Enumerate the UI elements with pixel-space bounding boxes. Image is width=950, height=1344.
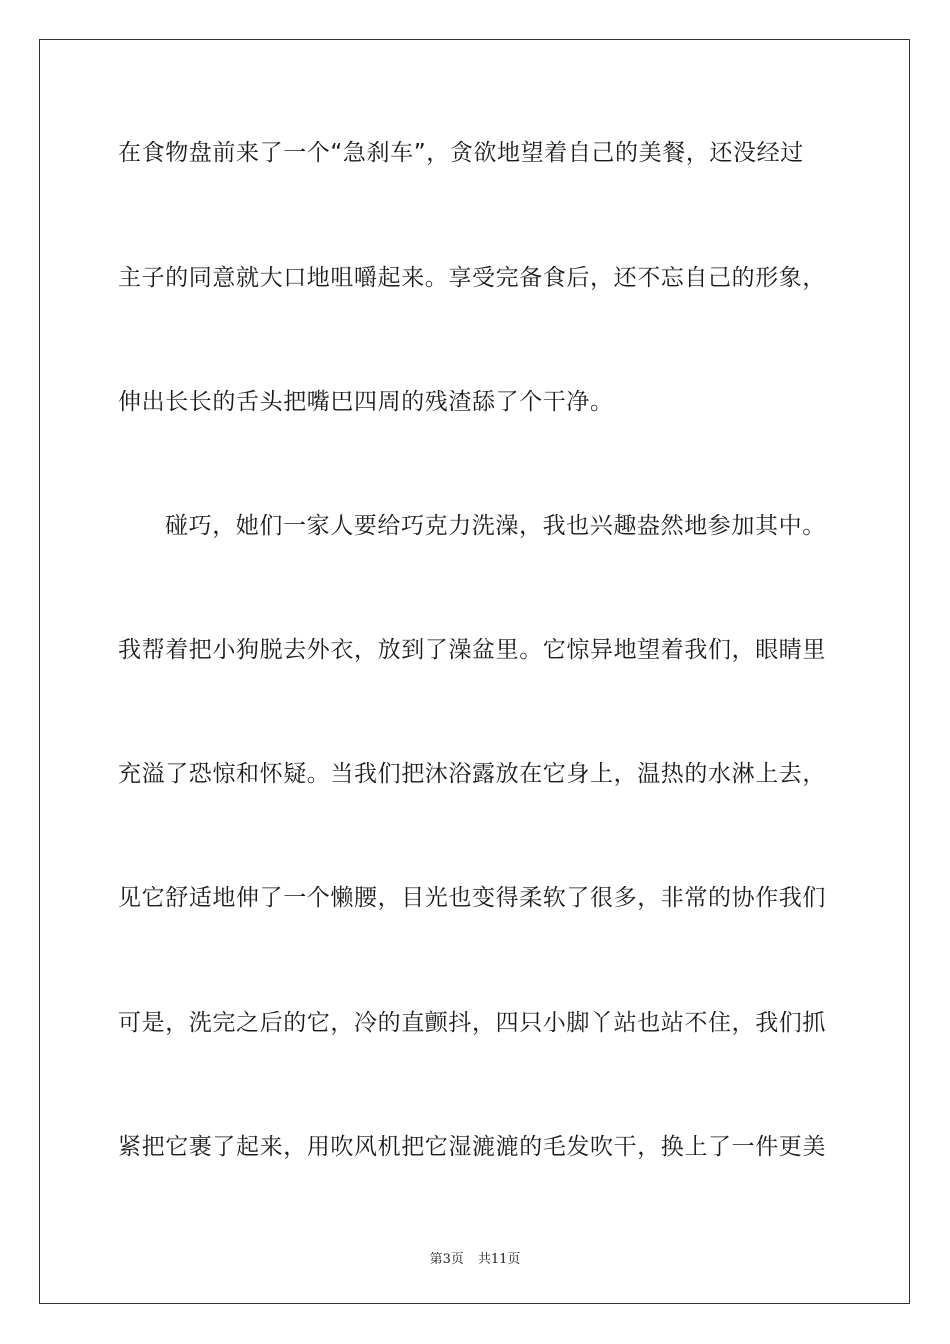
current-page-number: 第3页 xyxy=(429,1252,464,1267)
page-footer xyxy=(0,1248,950,1267)
body-text-line: 主子的同意就大口地咀嚼起来。享受完备食后，还不忘自己的形象， xyxy=(118,265,826,291)
total-page-count: 共11页 xyxy=(477,1252,521,1267)
body-text-line: 伸出长长的舌头把嘴巴四周的残渣舔了个干净。 xyxy=(118,389,614,415)
body-text-line: 可是，洗完之后的它，冷的直颤抖，四只小脚丫站也站不住，我们抓 xyxy=(118,1010,826,1036)
body-text-line: 充溢了恐惊和怀疑。当我们把沐浴露放在它身上，温热的水淋上去， xyxy=(118,761,826,787)
page-border xyxy=(39,39,910,1304)
body-text-line: 我帮着把小狗脱去外衣，放到了澡盆里。它惊异地望着我们，眼睛里 xyxy=(118,637,826,663)
body-text-line: 在食物盘前来了一个“急刹车”，贪欲地望着自己的美餐，还没经过 xyxy=(118,140,804,166)
body-text-line: 紧把它裹了起来，用吹风机把它湿漉漉的毛发吹干，换上了一件更美 xyxy=(118,1134,826,1160)
body-text-line: 见它舒适地伸了一个懒腰，目光也变得柔软了很多，非常的协作我们 xyxy=(118,885,826,911)
paragraph-first-line: 碰巧，她们一家人要给巧克力洗澡，我也兴趣盎然地参加其中。 xyxy=(165,513,826,539)
